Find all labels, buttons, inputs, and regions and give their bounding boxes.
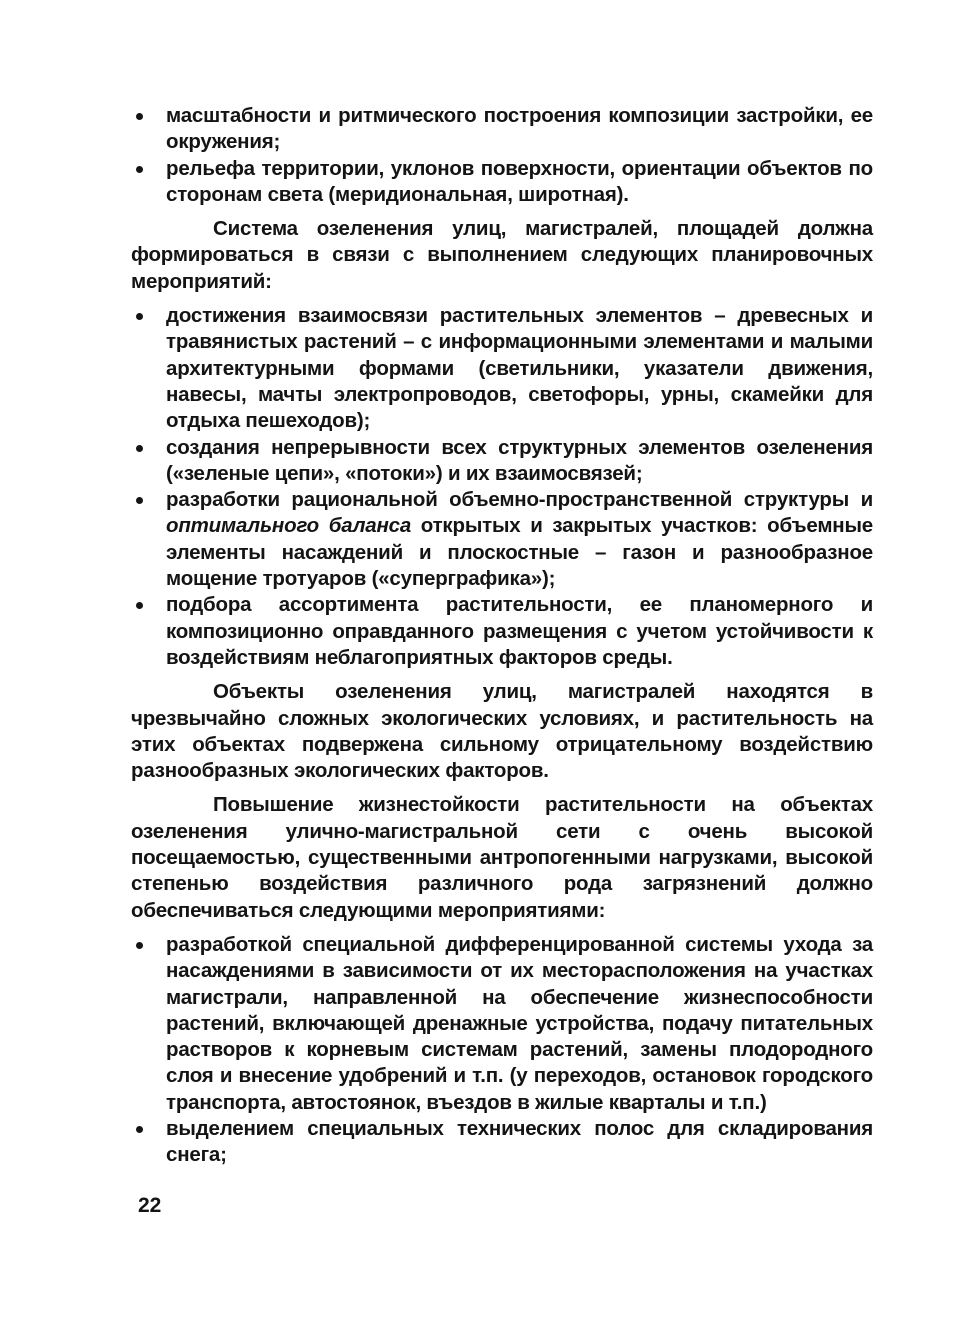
emphasis-text: оптимального баланса: [166, 514, 412, 538]
page-text-body: [131, 103, 873, 1169]
list-item: создания непрерывности всех структурных элементов озеленения («зеленые цепи», «потоки») и их взаимосвязей;: [131, 435, 873, 488]
list-item: подбора ассортимента растительности, ее планомерного и композиционно оправданного размещения с учетом устойчивости к воздействиям неблагоприятных факторов среды.: [131, 592, 873, 671]
bullet-list-planning-measures: [131, 303, 873, 671]
paragraph-vitality-increase: Повышение жизнестойкости растительности на объектах озеленения улично-магистральной сети с очень высокой посещаемостью, существенными антропогенными нагрузками, высокой степенью воздействия различного рода загрязнений должно обеспечиваться следующими мероприятиями:: [131, 793, 873, 922]
list-item: выделением специальных технических полос для складирования снега;: [131, 1116, 873, 1169]
list-item: достижения взаимосвязи растительных элементов – древесных и травянистых растений – с информационными элементами и малыми архитектурными формами (светильники, указатели движения, навесы, мачты электропроводов, светофоры, урны, скамейки для отдыха пешеходов);: [131, 303, 873, 434]
list-item: рельефа территории, уклонов поверхности, ориентации объектов по сторонам света (меридиональная, широтная).: [131, 156, 873, 209]
bullet-list-composition: [131, 103, 873, 208]
list-item: масштабности и ритмического построения композиции застройки, ее окружения;: [131, 103, 873, 156]
list-item-text: разработки рациональной объемно-пространственной структуры и: [166, 488, 873, 512]
paragraph-ecological-conditions: Объекты озеленения улиц, магистралей находятся в чрезвычайно сложных экологических условиях, и растительность на этих объектах подвержена сильному отрицательному воздействию разнообразных экологических факторов.: [131, 680, 873, 783]
list-item: [131, 487, 873, 592]
paragraph-greening-system: Система озеленения улиц, магистралей, площадей должна формироваться в связи с выполнением следующих планировочных мероприятий:: [131, 217, 873, 293]
list-item-text: открытых и закрытых участков: объемные элементы насаждений и плоскостные – газон и разнообразное мощение тротуаров («суперграфика»);: [166, 514, 873, 591]
bullet-list-vitality-measures: [131, 932, 873, 1169]
page-number: 22: [138, 1194, 162, 1217]
list-item: разработкой специальной дифференцированной системы ухода за насаждениями в зависимости от их месторасположения на участках магистрали, направленной на обеспечение жизнеспособности растений, включающей дренажные устройства, подачу питательных растворов к корневым системам растений, замены плодородного слоя и внесение удобрений и т.п. (у переходов, остановок городского транспорта, автостоянок, въездов в жилые кварталы и т.п.): [131, 932, 873, 1116]
